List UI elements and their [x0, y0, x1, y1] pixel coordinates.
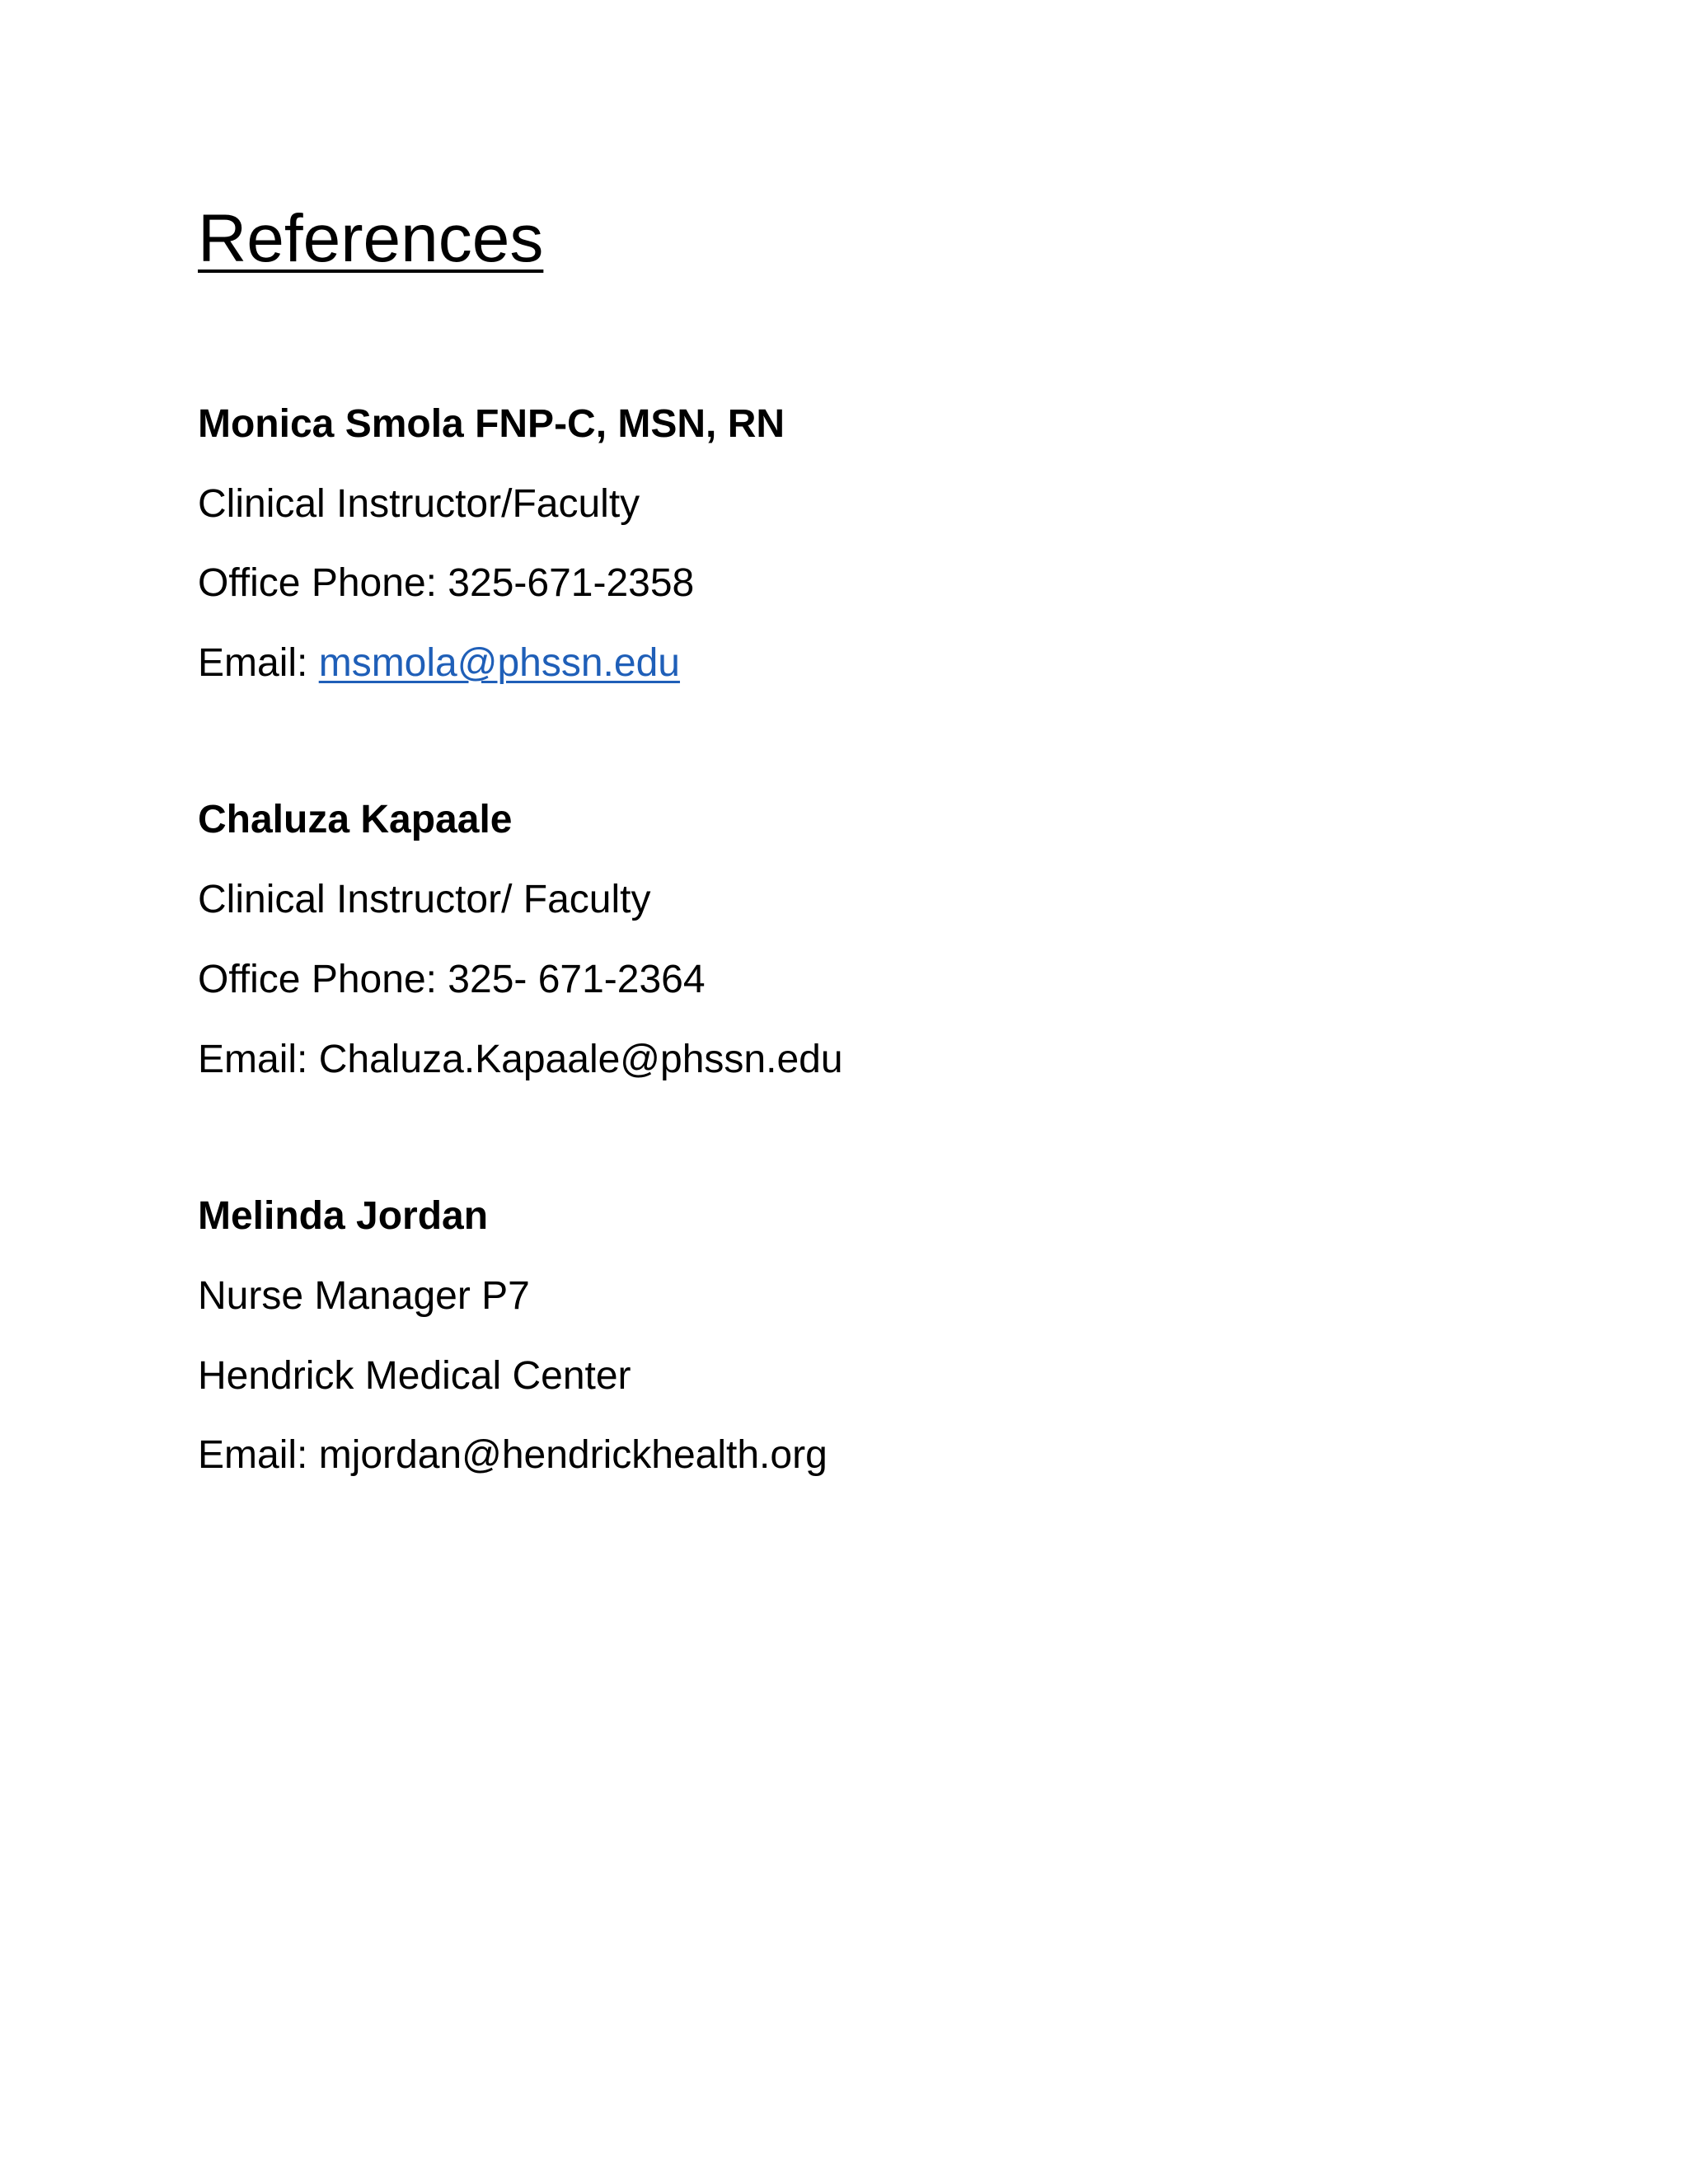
reference-title-3: Nurse Manager P7: [198, 1274, 530, 1318]
reference-workplace-3: Hendrick Medical Center: [198, 1354, 631, 1398]
reference-title-1: Clinical Instructor/Faculty: [198, 482, 640, 526]
reference-name-2: Chaluza Kapaale: [198, 798, 513, 841]
email-label: Email:: [198, 1038, 319, 1081]
reference-email-line-3: [198, 1431, 828, 1480]
reference-phone-1: Office Phone: 325-671-2358: [198, 561, 695, 605]
reference-name-1: Monica Smola FNP-C, MSN, RN: [198, 402, 785, 446]
email-label: Email:: [198, 1433, 319, 1477]
email-link[interactable]: msmola@phssn.edu: [318, 641, 680, 685]
reference-name-3: Melinda Jordan: [198, 1194, 489, 1238]
reference-email-line-2: [198, 1035, 843, 1085]
page-title: References: [198, 201, 544, 276]
reference-title-2: Clinical Instructor/ Faculty: [198, 878, 651, 921]
email-address: Chaluza.Kapaale@phssn.edu: [318, 1038, 843, 1081]
email-label: Email:: [198, 641, 319, 685]
reference-email-line-1: [198, 639, 680, 688]
reference-phone-2: Office Phone: 325- 671-2364: [198, 958, 706, 1001]
email-address: mjordan@hendrickhealth.org: [318, 1433, 828, 1477]
